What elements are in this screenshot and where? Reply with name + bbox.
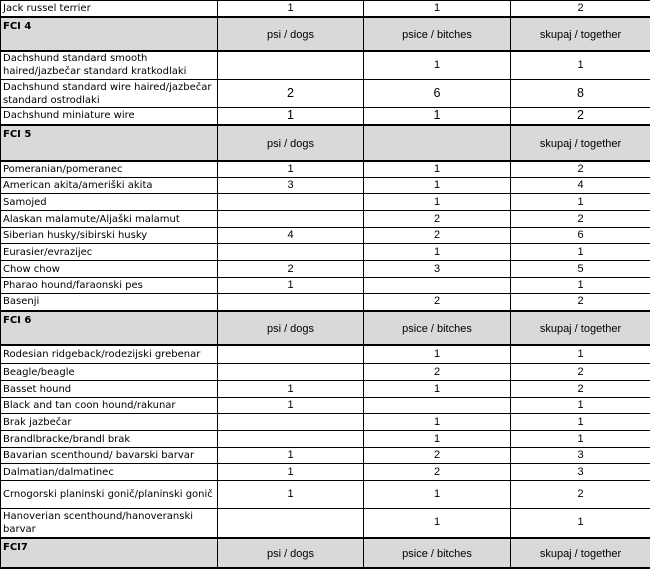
bitches-count-cell: 1 xyxy=(364,481,511,509)
breed-name-cell: Alaskan malamute/Aljaški malamut xyxy=(1,211,218,228)
total-count-cell: 1 xyxy=(511,244,650,261)
dogs-count-cell: 1 xyxy=(218,108,364,125)
dogs-count-cell: 1 xyxy=(218,1,364,17)
table-row xyxy=(1,481,650,509)
table-row xyxy=(1,194,650,211)
column-header-bitches xyxy=(364,125,511,161)
table-row xyxy=(1,431,650,448)
table-row xyxy=(1,398,650,414)
breed-name-cell: Samojed xyxy=(1,194,218,211)
bitches-count-cell: 2 xyxy=(364,294,511,311)
table-row xyxy=(1,278,650,294)
total-count-cell: 1 xyxy=(511,51,650,80)
breed-name-cell: Dachshund standard smooth haired/jazbečar standard kratkodlaki xyxy=(1,51,218,80)
dogs-count-cell: 1 xyxy=(218,381,364,398)
breed-name-cell: Pharao hound/faraonski pes xyxy=(1,278,218,294)
table-row xyxy=(1,1,650,17)
dogs-count-cell: 1 xyxy=(218,481,364,509)
breed-name-cell: Basset hound xyxy=(1,381,218,398)
total-count-cell: 1 xyxy=(511,278,650,294)
column-header-dogs: psi / dogs xyxy=(218,311,364,345)
breed-name-cell: Jack russel terrier xyxy=(1,1,218,17)
dogs-count-cell: 2 xyxy=(218,80,364,108)
dogs-count-cell: 1 xyxy=(218,278,364,294)
dogs-count-cell xyxy=(218,345,364,364)
column-header-dogs: psi / dogs xyxy=(218,17,364,51)
group-name: FCI 6 xyxy=(1,311,218,345)
group-header-row xyxy=(1,538,650,568)
table-row xyxy=(1,80,650,108)
breed-name-cell: Pomeranian/pomeranec xyxy=(1,161,218,178)
breed-name-cell: Crnogorski planinski gonič/planinski gonič xyxy=(1,481,218,509)
total-count-cell: 3 xyxy=(511,464,650,481)
total-count-cell: 1 xyxy=(511,194,650,211)
dogs-count-cell: 1 xyxy=(218,464,364,481)
bitches-count-cell: 1 xyxy=(364,51,511,80)
total-count-cell: 5 xyxy=(511,261,650,278)
dogs-count-cell xyxy=(218,431,364,448)
dogs-count-cell xyxy=(218,364,364,381)
total-count-cell: 1 xyxy=(511,345,650,364)
table-row xyxy=(1,261,650,278)
column-header-total: skupaj / together xyxy=(511,17,650,51)
breed-name-cell: Brandlbracke/brandl brak xyxy=(1,431,218,448)
group-name: FCI7 xyxy=(1,538,218,568)
bitches-count-cell xyxy=(364,278,511,294)
dogs-count-cell xyxy=(218,414,364,431)
column-header-total: skupaj / together xyxy=(511,538,650,568)
dogs-count-cell xyxy=(218,211,364,228)
total-count-cell: 1 xyxy=(511,509,650,538)
dogs-count-cell xyxy=(218,194,364,211)
total-count-cell: 2 xyxy=(511,294,650,311)
table-row xyxy=(1,381,650,398)
table-row xyxy=(1,51,650,80)
breed-name-cell: Dachshund miniature wire xyxy=(1,108,218,125)
table-row xyxy=(1,161,650,178)
breed-name-cell: American akita/ameriški akita xyxy=(1,178,218,194)
breed-name-cell: Brak jazbečar xyxy=(1,414,218,431)
table-row xyxy=(1,211,650,228)
bitches-count-cell: 1 xyxy=(364,414,511,431)
bitches-count-cell: 2 xyxy=(364,364,511,381)
bitches-count-cell: 2 xyxy=(364,211,511,228)
bitches-count-cell: 1 xyxy=(364,178,511,194)
dogs-count-cell: 1 xyxy=(218,161,364,178)
bitches-count-cell: 1 xyxy=(364,161,511,178)
table-row xyxy=(1,364,650,381)
bitches-count-cell: 1 xyxy=(364,108,511,125)
bitches-count-cell: 1 xyxy=(364,345,511,364)
dogs-count-cell: 1 xyxy=(218,398,364,414)
bitches-count-cell: 1 xyxy=(364,1,511,17)
bitches-count-cell: 3 xyxy=(364,261,511,278)
table-row xyxy=(1,448,650,464)
column-header-total: skupaj / together xyxy=(511,311,650,345)
total-count-cell: 4 xyxy=(511,178,650,194)
total-count-cell: 6 xyxy=(511,228,650,244)
total-count-cell: 2 xyxy=(511,161,650,178)
table-row xyxy=(1,228,650,244)
total-count-cell: 2 xyxy=(511,211,650,228)
bitches-count-cell: 1 xyxy=(364,381,511,398)
breed-name-cell: Hanoverian scenthound/hanoveranski barvar xyxy=(1,509,218,538)
bitches-count-cell: 2 xyxy=(364,464,511,481)
dogs-count-cell xyxy=(218,51,364,80)
column-header-dogs: psi / dogs xyxy=(218,538,364,568)
column-header-bitches: psice / bitches xyxy=(364,17,511,51)
table-row xyxy=(1,178,650,194)
dogs-count-cell xyxy=(218,294,364,311)
dogs-count-cell: 4 xyxy=(218,228,364,244)
total-count-cell: 1 xyxy=(511,398,650,414)
breed-name-cell: Dachshund standard wire haired/jazbečar standard ostrodlaki xyxy=(1,80,218,108)
total-count-cell: 3 xyxy=(511,448,650,464)
table-row xyxy=(1,244,650,261)
table-row xyxy=(1,108,650,125)
breed-name-cell: Basenji xyxy=(1,294,218,311)
breed-name-cell: Siberian husky/sibirski husky xyxy=(1,228,218,244)
dogs-count-cell: 3 xyxy=(218,178,364,194)
total-count-cell: 8 xyxy=(511,80,650,108)
table-row xyxy=(1,345,650,364)
breed-name-cell: Eurasier/evrazijec xyxy=(1,244,218,261)
column-header-bitches: psice / bitches xyxy=(364,311,511,345)
table-row xyxy=(1,464,650,481)
bitches-count-cell: 1 xyxy=(364,509,511,538)
bitches-count-cell: 2 xyxy=(364,448,511,464)
bitches-count-cell: 1 xyxy=(364,194,511,211)
bitches-count-cell: 1 xyxy=(364,431,511,448)
total-count-cell: 2 xyxy=(511,108,650,125)
total-count-cell: 1 xyxy=(511,414,650,431)
group-header-row xyxy=(1,125,650,161)
column-header-dogs: psi / dogs xyxy=(218,125,364,161)
column-header-total: skupaj / together xyxy=(511,125,650,161)
bitches-count-cell: 1 xyxy=(364,244,511,261)
total-count-cell: 2 xyxy=(511,1,650,17)
breed-name-cell: Black and tan coon hound/rakunar xyxy=(1,398,218,414)
group-name: FCI 4 xyxy=(1,17,218,51)
table-row xyxy=(1,294,650,311)
breed-name-cell: Chow chow xyxy=(1,261,218,278)
dogs-count-cell: 1 xyxy=(218,448,364,464)
group-header-row xyxy=(1,17,650,51)
dogs-count-cell xyxy=(218,244,364,261)
bitches-count-cell: 2 xyxy=(364,228,511,244)
group-name: FCI 5 xyxy=(1,125,218,161)
breed-name-cell: Beagle/beagle xyxy=(1,364,218,381)
breed-name-cell: Rodesian ridgeback/rodezijski grebenar xyxy=(1,345,218,364)
bitches-count-cell xyxy=(364,398,511,414)
column-header-bitches: psice / bitches xyxy=(364,538,511,568)
total-count-cell: 2 xyxy=(511,364,650,381)
bitches-count-cell: 6 xyxy=(364,80,511,108)
group-header-row xyxy=(1,311,650,345)
breed-name-cell: Dalmatian/dalmatinec xyxy=(1,464,218,481)
table-body xyxy=(1,1,650,568)
dogs-count-cell: 2 xyxy=(218,261,364,278)
table-row xyxy=(1,414,650,431)
dogs-count-cell xyxy=(218,509,364,538)
total-count-cell: 1 xyxy=(511,431,650,448)
total-count-cell: 2 xyxy=(511,381,650,398)
total-count-cell: 2 xyxy=(511,481,650,509)
table-row xyxy=(1,509,650,538)
breed-name-cell: Bavarian scenthound/ bavarski barvar xyxy=(1,448,218,464)
